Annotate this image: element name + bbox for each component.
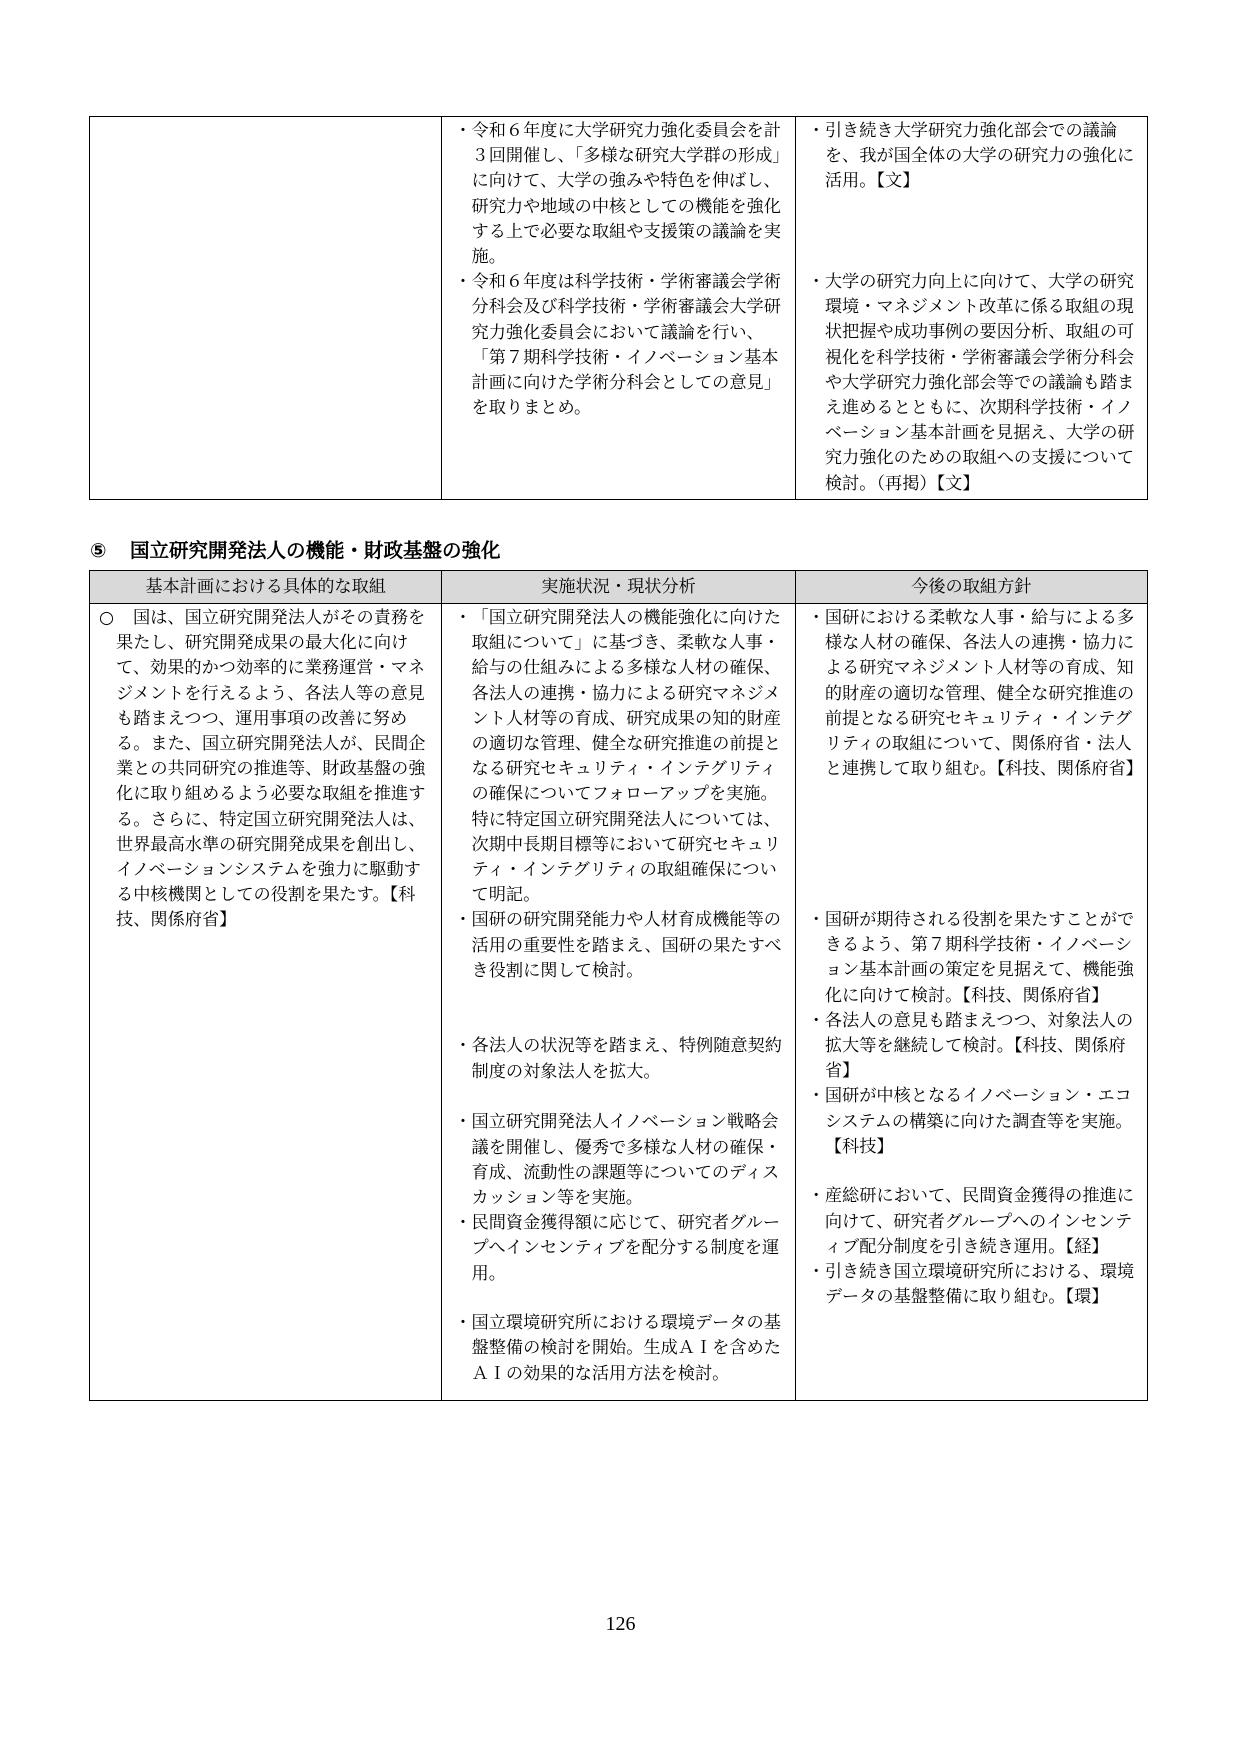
list-item: ・ 各法人の状況等を踏まえ、特例随意契約制度の対象法人を拡大。 — [454, 1036, 782, 1082]
table-header-row — [90, 571, 1148, 604]
list-item: ・ 国立環境研究所における環境データの基盤整備の検討を開始。生成ＡＩを含めたＡＩの効果的な活用方法を検討。 — [454, 1313, 781, 1384]
table-row — [90, 117, 1148, 500]
list-item: ・ 国立研究開発法人イノベーション戦略会議を開催し、優秀で多様な人材の確保・育成、流動性の課題等についてのディスカッション等を実施。 — [454, 1112, 781, 1209]
list-item: ・ 引き続き大学研究力強化部会での議論を、我が国全体の大学の研究力の強化に活用。【文】 — [807, 121, 1135, 192]
list-item: ○ 国は、国立研究開発法人がその責務を果たし、研究開発成果の最大化に向けて、効果的かつ効率的に業務運営・マネジメントを行えるよう、各法人等の意見も踏まえつつ、運用事項の改善に努める。また、国立研究開発法人が、民間企業との共同研究の推進等、財政基盤の強化に取り組めるよう必要な取組を推進する。さらに、特定国立研究開発法人は、世界最高水準の研究開発成果を創出し、イノベーションシステムを強力に駆動する中核機関としての役割を果たす。【科技、関係府省】 — [99, 608, 426, 931]
list-item: ・ 「国立研究開発法人の機能強化に向けた取組について」に基づき、柔軟な人事・給与の仕組みによる多様な人材の確保、各法人の連携・協力による研究マネジメント人材等の育成、研究成果の知的財産の適切な管理、健全な研究推進の前提となる研究セキュリティ・インテグリティの確保についてフォローアップを実施。特に特定国立研究開発法人については、次期中長期目標等において研究セキュリティ・インテグリティの取組確保について明記。 — [454, 608, 781, 906]
list-item: ・ 国研における柔軟な人事・給与による多様な人材の確保、各法人の連携・協力による研究マネジメント人材等の育成、知的財産の適切な管理、健全な研究推進の前提となる研究セキュリティ・インテグリティの取組について、関係府省・法人と連携して取り組む。【科技、関係府省】 — [807, 608, 1143, 780]
section-number: ⑤ — [90, 539, 107, 562]
column-header: 今後の取組方針 — [795, 571, 1147, 604]
list-item: ・ 民間資金獲得額に応じて、研究者グループへインセンティブを配分する制度を運用。 — [454, 1213, 781, 1284]
page-number: 126 — [605, 1613, 636, 1635]
table-row — [90, 604, 1148, 1401]
continuation-table — [89, 116, 1148, 500]
list-item: ・ 国研が期待される役割を果たすことができるよう、第７期科学技術・イノベーション基本計画の策定を見据えて、機能強化に向けて検討。【科技、関係府省】 — [807, 910, 1135, 1006]
column-header: 実施状況・現状分析 — [442, 571, 795, 604]
list-item: ・ 国研の研究開発能力や人材育成機能等の活用の重要性を踏まえ、国研の果たすべき役割に関して検討。 — [454, 910, 782, 981]
section-title: 国立研究開発法人の機能・財政基盤の強化 — [130, 539, 501, 562]
list-item: ・ 大学の研究力向上に向けて、大学の研究環境・マネジメント改革に係る取組の現状把握や成功事例の要因分析、取組の可視化を科学技術・学術審議会学術分科会や大学研究力強化部会等での議論も踏まえ進めるとともに、次期科学技術・イノベーション基本計画を見据え、大学の研究力強化のための取組への支援について検討。（再掲）【文】 — [807, 272, 1135, 494]
list-item: ・ 国研が中核となるイノベーション・エコシステムの構築に向けた調査等を実施。【科技】 — [807, 1086, 1133, 1157]
status-cell — [442, 117, 795, 500]
list-item: ・ 引き続き国立環境研究所における、環境データの基盤整備に取り組む。【環】 — [807, 1262, 1135, 1308]
section-heading — [90, 538, 501, 564]
column-header: 基本計画における具体的な取組 — [90, 571, 442, 604]
list-item: ・ 各法人の意見も踏まえつつ、対象法人の拡大等を継続して検討。【科技、関係府省】 — [807, 1010, 1134, 1082]
plan-cell — [90, 604, 442, 1401]
plan-cell — [90, 117, 442, 500]
policy-cell — [795, 117, 1147, 500]
measures-table — [89, 570, 1148, 1401]
list-item: ・ 令和６年度に大学研究力強化委員会を計３回開催し、「多様な研究大学群の形成」に向けて、大学の強みや特色を伸ばし、研究力や地域の中核としての機能を強化する上で必要な取組や支援策の議論を実施。 — [454, 121, 781, 268]
list-item: ・ 産総研において、民間資金獲得の推進に向けて、研究者グループへのインセンティブ配分制度を引き続き運用。【経】 — [807, 1186, 1134, 1257]
list-item: ・ 令和６年度は科学技術・学術審議会学術分科会及び科学技術・学術審議会大学研究力強化委員会において議論を行い、「第７期科学技術・イノベーション基本計画に向けた学術分科会としての意見」を取りまとめ。 — [454, 272, 781, 419]
policy-cell — [795, 604, 1147, 1401]
status-cell — [442, 604, 795, 1401]
